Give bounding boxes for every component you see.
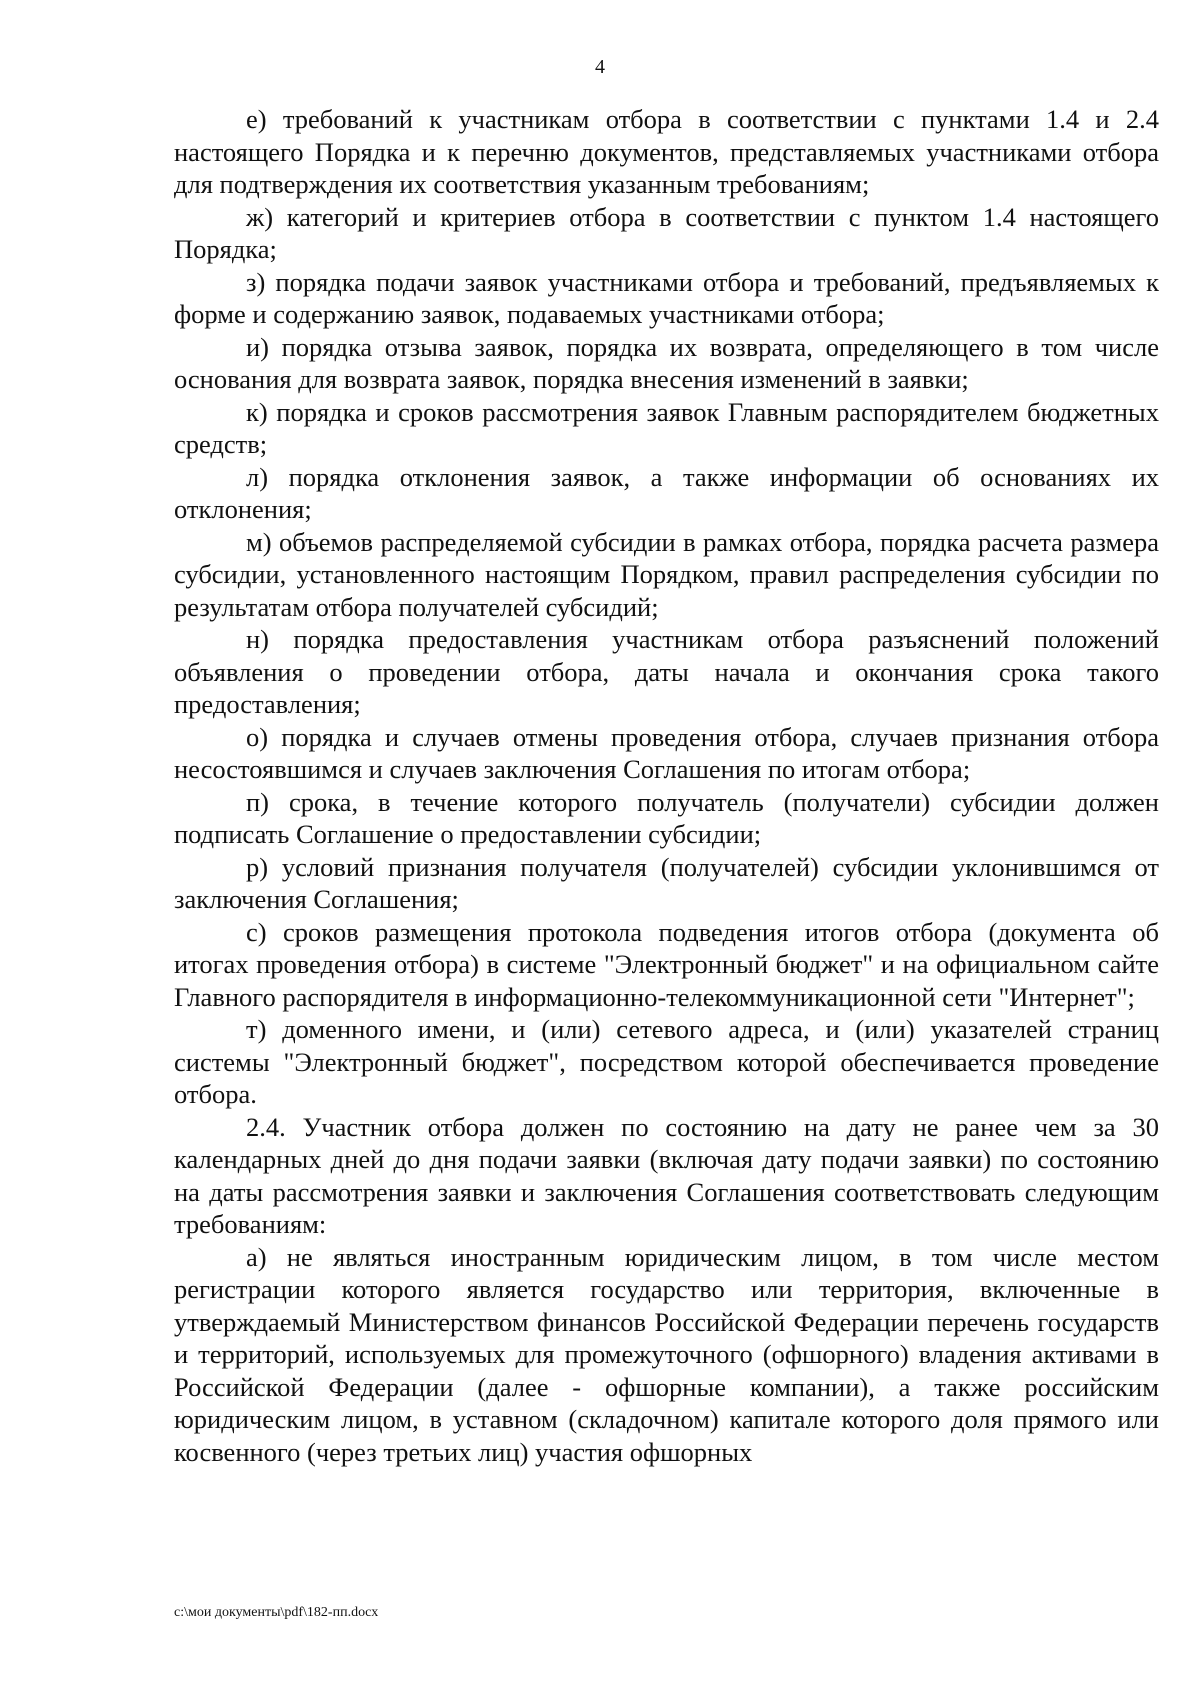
paragraph-t: т) доменного имени, и (или) сетевого адреса, и (или) указателей страниц системы "Электронный бюджет", посредством которой обеспечивается проведение отбора. [174,1014,1159,1109]
paragraph-i: и) порядка отзыва заявок, порядка их возврата, определяющего в том числе основания для возврата заявок, порядка внесения изменений в заявки; [174,331,1159,394]
paragraph-zh: ж) категорий и критериев отбора в соответствии с пунктом 1.4 настоящего Порядка; [174,201,1159,264]
paragraph-k: к) порядка и сроков рассмотрения заявок Главным распорядителем бюджетных средств; [174,396,1159,459]
page-number: 4 [595,56,605,78]
paragraph-p: п) срока, в течение которого получатель (получатели) субсидии должен подписать Соглашение о предоставлении субсидии; [174,786,1159,849]
paragraph-a: а) не являться иностранным юридическим лицом, в том числе местом регистрации которого является государство или территория, включенные в утверждаемый Министерством финансов Российской Федерации перечень государств и территорий, используемых для промежуточного (офшорного) владения активами в Российской Федерации (далее - офшорные компании), а также российским юридическим лицом, в уставном (складочном) капитале которого доля прямого или косвенного (через третьих лиц) участия офшорных [174,1241,1159,1467]
paragraph-s: с) сроков размещения протокола подведения итогов отбора (документа об итогах проведения отбора) в системе "Электронный бюджет" и на официальном сайте Главного распорядителя в информационно-телекоммуникационной сети "Интернет"; [174,916,1159,1012]
paragraph-n: н) порядка предоставления участникам отбора разъяснений положений объявления о проведении отбора, даты начала и окончания срока такого предоставления; [174,624,1159,719]
document-body [174,103,1159,1468]
paragraph-o: о) порядка и случаев отмены проведения отбора, случаев признания отбора несостоявшимся и случаев заключения Соглашения по итогам отбора; [174,721,1159,784]
paragraph-z: з) порядка подачи заявок участниками отбора и требований, предъявляемых к форме и содержанию заявок, подаваемых участниками отбора; [174,266,1159,329]
paragraph-l: л) порядка отклонения заявок, а также информации об основаниях их отклонения; [174,461,1159,524]
paragraph-m: м) объемов распределяемой субсидии в рамках отбора, порядка расчета размера субсидии, установленного настоящим Порядком, правил распределения субсидии по результатам отбора получателей субсидий; [174,526,1159,622]
paragraph-r: р) условий признания получателя (получателей) субсидии уклонившимся от заключения Соглашения; [174,851,1159,914]
paragraph-2-4: 2.4. Участник отбора должен по состоянию на дату не ранее чем за 30 календарных дней до дня подачи заявки (включая дату подачи заявки) по состоянию на даты рассмотрения заявки и заключения Соглашения соответствовать следующим требованиям: [174,1111,1159,1239]
file-path-footer: c:\мои документы\pdf\182-пп.docx [174,1605,379,1620]
paragraph-e: е) требований к участникам отбора в соответствии с пунктами 1.4 и 2.4 настоящего Порядка и к перечню документов, представляемых участниками отбора для подтверждения их соответствия указанным требованиям; [174,104,1159,199]
